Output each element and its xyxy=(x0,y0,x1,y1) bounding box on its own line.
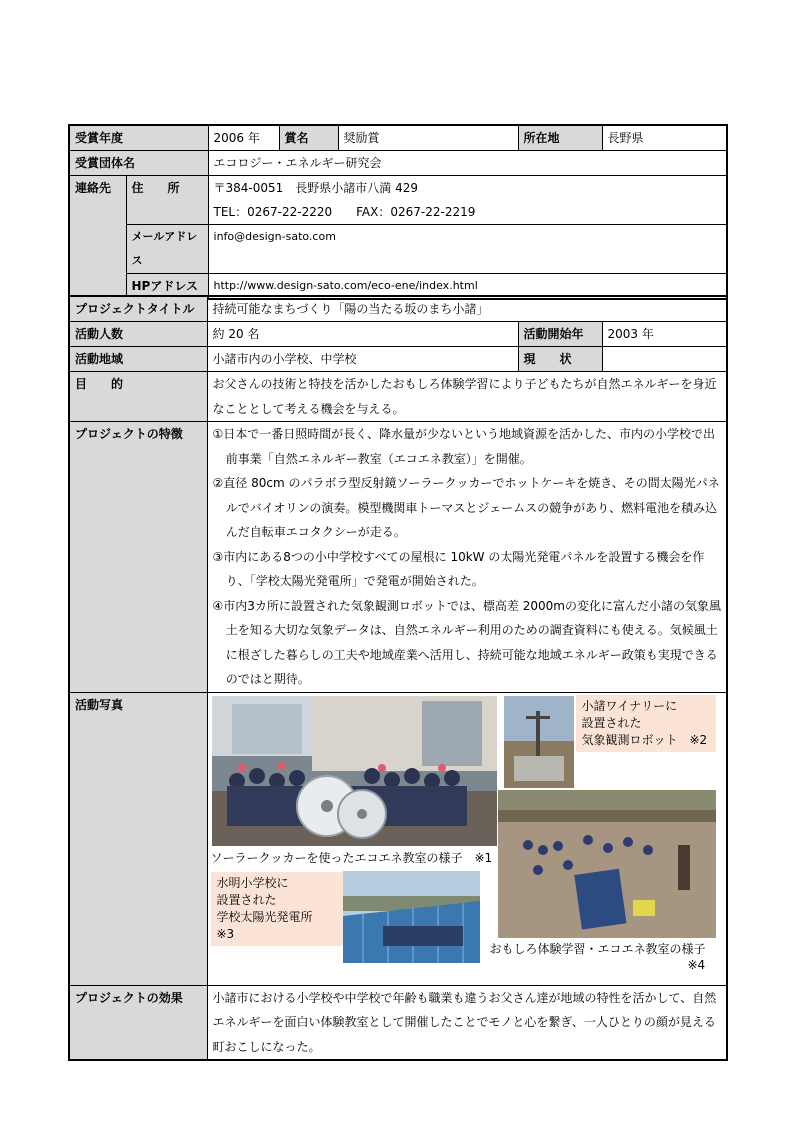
feature-item: ③市内にある8つの小中学校すべての屋根に 10kW の太陽光発電パネルを設置する機会を作り、「学校太陽光発電所」で発電が開始された。 xyxy=(212,549,705,588)
effect-text: 小諸市における小学校や中学校で年齢も職業も違うお父さん達が地域の特性を活かして、自然エネルギーを面白い体験教室として開催したことでモノと心を繋ぎ、一人ひとりの顔が見える町おこしになった。 xyxy=(207,985,727,1060)
award-year-label: 受賞年度 xyxy=(69,125,208,151)
feature-item: ②直径 80cm のパラボラ型反射鏡ソーラークッカーでホットケーキを焼き、その間太陽光パネルでバイオリンの演奏。模型機関車トーマスとジェームスの競争があり、燃料電池を積み込んだ自転車エコタクシーが走る。 xyxy=(212,476,720,539)
area-label: 活動地域 xyxy=(69,347,207,372)
address-label: 住 所 xyxy=(126,176,208,225)
photo-caption-3-line: 設置された xyxy=(216,892,277,907)
effect-label: プロジェクトの効果 xyxy=(69,985,207,1060)
group-name: エコロジー・エネルギー研究会 xyxy=(208,151,727,176)
photo-caption-3-box xyxy=(211,872,343,946)
location-label: 所在地 xyxy=(518,125,602,151)
hp-label: HPアドレス xyxy=(126,274,208,300)
photo-caption-3-line: 学校太陽光発電所 ※3 xyxy=(216,909,325,941)
group-name-label: 受賞団体名 xyxy=(69,151,208,176)
photo-caption-1: ソーラークッカーを使ったエコエネ教室の様子 ※1 xyxy=(210,850,493,865)
photo-caption-4-line: ※4 xyxy=(687,957,706,972)
address-cell xyxy=(208,176,727,225)
photo-outdoor-class xyxy=(498,790,716,938)
status-value xyxy=(602,347,727,372)
photo-solar-cooker-class xyxy=(212,696,497,846)
photo-caption-3-line: 水明小学校に xyxy=(216,875,289,890)
feature-item: ④市内3カ所に設置された気象観測ロボットでは、標高差 2000mの変化に富んだ小諸の気象風土を知る大切な気象データは、自然エネルギー利用のための調査資料にも使える。気候風土に根ざした暮らしの工夫や地域産業へ活用し、持続可能な地域エネルギー政策も実現できるのではと期待。 xyxy=(212,598,721,686)
photo-school-solar-plant xyxy=(343,871,480,963)
features-label: プロジェクトの特徴 xyxy=(69,422,207,693)
address-value: 〒384-0051 長野県小諸市八満 429 xyxy=(213,181,419,195)
award-year: 2006 年 xyxy=(208,125,279,151)
prize-label: 賞名 xyxy=(279,125,338,151)
status-label: 現 状 xyxy=(518,347,602,372)
start-year-label: 活動開始年 xyxy=(518,322,602,347)
tel-fax-value: TEL：0267-22-2220 FAX：0267-22-2219 xyxy=(213,205,476,219)
photo-caption-2-line: 小諸ワイナリーに xyxy=(581,698,678,713)
photos-cell xyxy=(207,692,727,985)
photo-weather-robot xyxy=(504,696,574,788)
project-title-label: プロジェクトタイトル xyxy=(69,296,207,322)
photo-caption-2-line: 気象観測ロボット ※2 xyxy=(581,732,708,747)
photo-caption-4-line: おもしろ体験学習・エコエネ教室の様子 xyxy=(489,941,706,956)
hp-link[interactable]: http://www.design-sato.com/eco-ene/index.html xyxy=(208,274,727,300)
photos-label: 活動写真 xyxy=(69,692,207,985)
project-info-table xyxy=(68,295,728,1061)
contact-label: 連絡先 xyxy=(69,176,126,300)
members-label: 活動人数 xyxy=(69,322,207,347)
members-value: 約 20 名 xyxy=(207,322,518,347)
location-value: 長野県 xyxy=(602,125,727,151)
photo-caption-2-line: 設置された xyxy=(581,715,642,730)
start-year-value: 2003 年 xyxy=(602,322,727,347)
photo-caption-2-box xyxy=(576,695,716,752)
email-link[interactable]: info@design-sato.com xyxy=(208,225,727,274)
purpose-label: 目 的 xyxy=(69,372,207,422)
prize-value: 奨励賞 xyxy=(338,125,518,151)
email-label: メールアドレス xyxy=(126,225,208,274)
award-info-table xyxy=(68,124,728,300)
area-value: 小諸市内の小学校、中学校 xyxy=(207,347,518,372)
feature-item: ①日本で一番日照時間が長く、降水量が少ないという地域資源を活かした、市内の小学校で出前事業「自然エネルギー教室（エコエネ教室）」を開催。 xyxy=(212,427,716,466)
project-title: 持続可能なまちづくり「陽の当たる坂のまち小諸」 xyxy=(207,296,727,322)
purpose-text: お父さんの技術と特技を活かしたおもしろ体験学習により子どもたちが自然エネルギーを身近なこととして考える機会を与える。 xyxy=(207,372,727,422)
features-cell xyxy=(207,422,727,693)
